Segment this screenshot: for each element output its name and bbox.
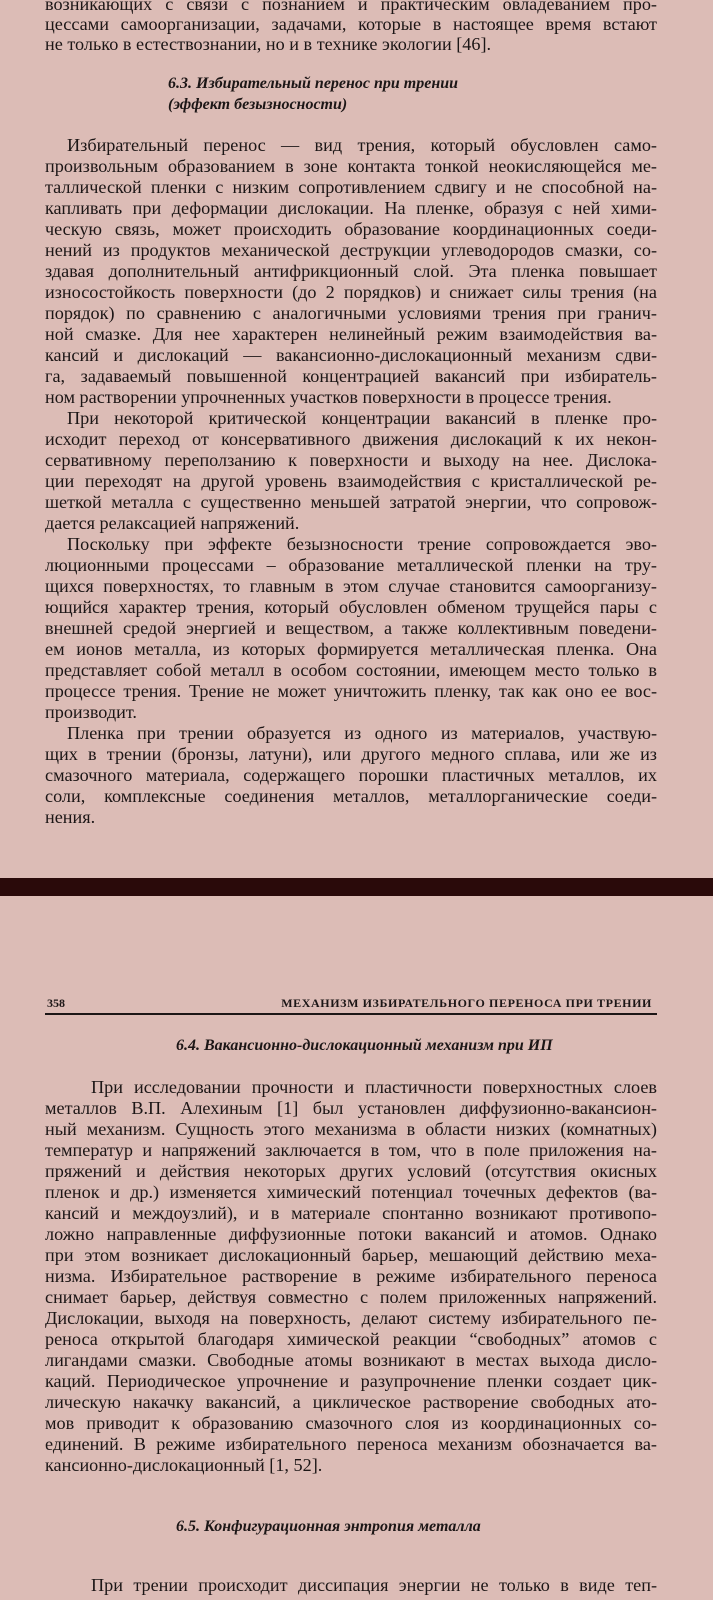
text-line: капливать при деформации дислокации. На пленке, образуя с ней хими- [45,198,657,218]
text-line: лигандами смазки. Свободные атомы возникают в местах выхода дисло- [45,1350,657,1370]
text-line: щихся поверхностях, то главным в этом случае становится самоорганизу- [45,576,657,596]
text-line: нения. [45,807,96,827]
page-divider [0,878,713,896]
text-line: щих в трении (бронзы, латуни), или другого медного сплава, или же из [45,744,657,764]
text-line: дается релаксацией напряжений. [45,513,300,533]
page-number: 358 [47,996,65,1010]
text-line: Пленка при трении образуется из одного из материалов, участвую- [67,723,657,743]
text-line: не только в естествознании, но и в технике экологии [46]. [45,34,492,54]
text-line: При исследовании прочности и пластичности поверхностных слоев [91,1077,657,1097]
text-line: пряжений и действия некоторых других условий (отсутствия окисных [45,1161,657,1181]
section-heading: 6.3. Избирательный перенос при трении [168,75,459,92]
text-line: процессе трения. Трение не может уничтожить пленку, так как оно ее вос- [45,681,657,701]
text-line: лическую накачку вакансий, а циклическое растворение свободных ато- [45,1392,657,1412]
text-line: цессами самоорганизации, задачами, которые в настоящее время встают [45,14,657,34]
text-line: Избирательный перенос — вид трения, который обусловлен само- [67,135,657,155]
text-line: ем ионов металла, из которых формируется металлическая пленка. Она [45,639,657,659]
text-line: ющийся характер трения, который обусловлен обменом трущейся пары с [45,597,657,617]
text-line: представляет собой металл в особом состоянии, имеющем место только в [45,660,657,680]
text-line: пленок и др.) изменяется химический потенциал точечных дефектов (ва- [45,1182,657,1202]
text-line: При некоторой критической концентрации вакансий в пленке про- [67,408,657,428]
text-line: ный механизм. Сущность этого механизма в области низких (комнатных) [45,1119,657,1139]
text-line: Поскольку при эффекте безызносности трение сопровождается эво- [67,534,657,554]
text-line: нений из продуктов механической деструкции углеводородов смазки, со- [45,240,657,260]
text-line: здавая дополнительный антифрикционный слой. Эта пленка повышает [45,261,657,281]
text-line: ном растворении упрочненных участков поверхности в процессе трения. [45,387,612,407]
text-line: произвольным образованием в зоне контакта тонкой неокисляющейся ме- [45,156,657,176]
text-line: га, задаваемый повышенной концентрацией вакансий при избиратель- [45,366,657,386]
text-line: кансий и междоузлий), и в материале спонтанно возникают противопо- [45,1203,657,1223]
section-heading: 6.5. Конфигурационная энтропия металла [176,1518,481,1535]
text-line: единений. В режиме избирательного переноса механизм обозначается ва- [45,1434,657,1454]
text-line: порядок) по сравнению с аналогичными условиями трения при гранич- [45,303,657,323]
bottom-page [0,896,713,1600]
text-line: при этом возникает дислокационный барьер, мешающий действию меха- [45,1245,657,1265]
section-heading-subtitle: (эффект безызносности) [168,96,348,113]
text-line: реноса открытой благодаря химической реакции “свободных” атомов с [45,1329,657,1349]
text-line: ложно направленные диффузионные потоки вакансий и атомов. Однако [45,1224,657,1244]
text-line: сервативному переползанию к поверхности и выходу на нее. Дислока- [45,450,657,470]
text-line: производит. [45,702,137,722]
text-line: металлов В.П. Алехиным [1] был установлен диффузионно-вакансион- [45,1098,657,1118]
text-line: люционными процессами – образование металлической пленки на тру- [45,555,657,575]
text-line: снимает барьер, действуя совместно с полем приложенных напряжений. [45,1287,657,1307]
text-line: При трении происходит диссипация энергии не только в виде теп- [91,1575,657,1595]
section-heading: 6.4. Вакансионно-дислокационный механизм при ИП [176,1037,553,1054]
text-line: смазочного материала, содержащего порошки пластичных металлов, их [45,765,657,785]
text-line: температур и напряжений заключается в том, что в поле приложения на- [45,1140,657,1160]
text-line: возникающих с связи с познанием и практическим овладеванием про- [45,0,657,14]
text-line: мов приводит к образованию смазочного слоя из координационных со- [45,1413,657,1433]
text-line: Дислокации, выходя на поверхность, делают систему избирательного пе- [45,1308,657,1328]
text-line: износостойкость поверхности (до 2 порядков) и снижает силы трения (на [45,282,657,302]
text-line: каций. Периодическое упрочнение и разупрочнение пленки создает цик- [45,1371,657,1391]
text-line: соли, комплексные соединения металлов, металлорганические соеди- [45,786,657,806]
text-line: ной смазке. Для нее характерен нелинейный режим взаимодействия ва- [45,324,657,344]
header-rule [45,1013,657,1015]
text-line: исходит переход от консервативного движения дислокаций к их некон- [45,429,657,449]
text-line: кансий и дислокаций — вакансионно-дислокационный механизм сдви- [45,345,657,365]
text-line: таллической пленки с низким сопротивлением сдвигу и не способной на- [45,177,657,197]
text-line: ческую связь, может происходить образование координационных соеди- [45,219,657,239]
text-line: ции переходят на другой уровень взаимодействия с кристаллической ре- [45,471,657,491]
text-line: внешней средой энергией и веществом, а также коллективным поведени- [45,618,657,638]
text-line: шеткой металла с существенно меньшей затратой энергии, что сопровож- [45,492,657,512]
running-head: МЕХАНИЗМ ИЗБИРАТЕЛЬНОГО ПЕРЕНОСА ПРИ ТРЕНИИ [281,996,652,1010]
text-line: кансионно-дислокационный [1, 52]. [45,1455,323,1475]
text-line: низма. Избирательное растворение в режиме избирательного переноса [45,1266,657,1286]
